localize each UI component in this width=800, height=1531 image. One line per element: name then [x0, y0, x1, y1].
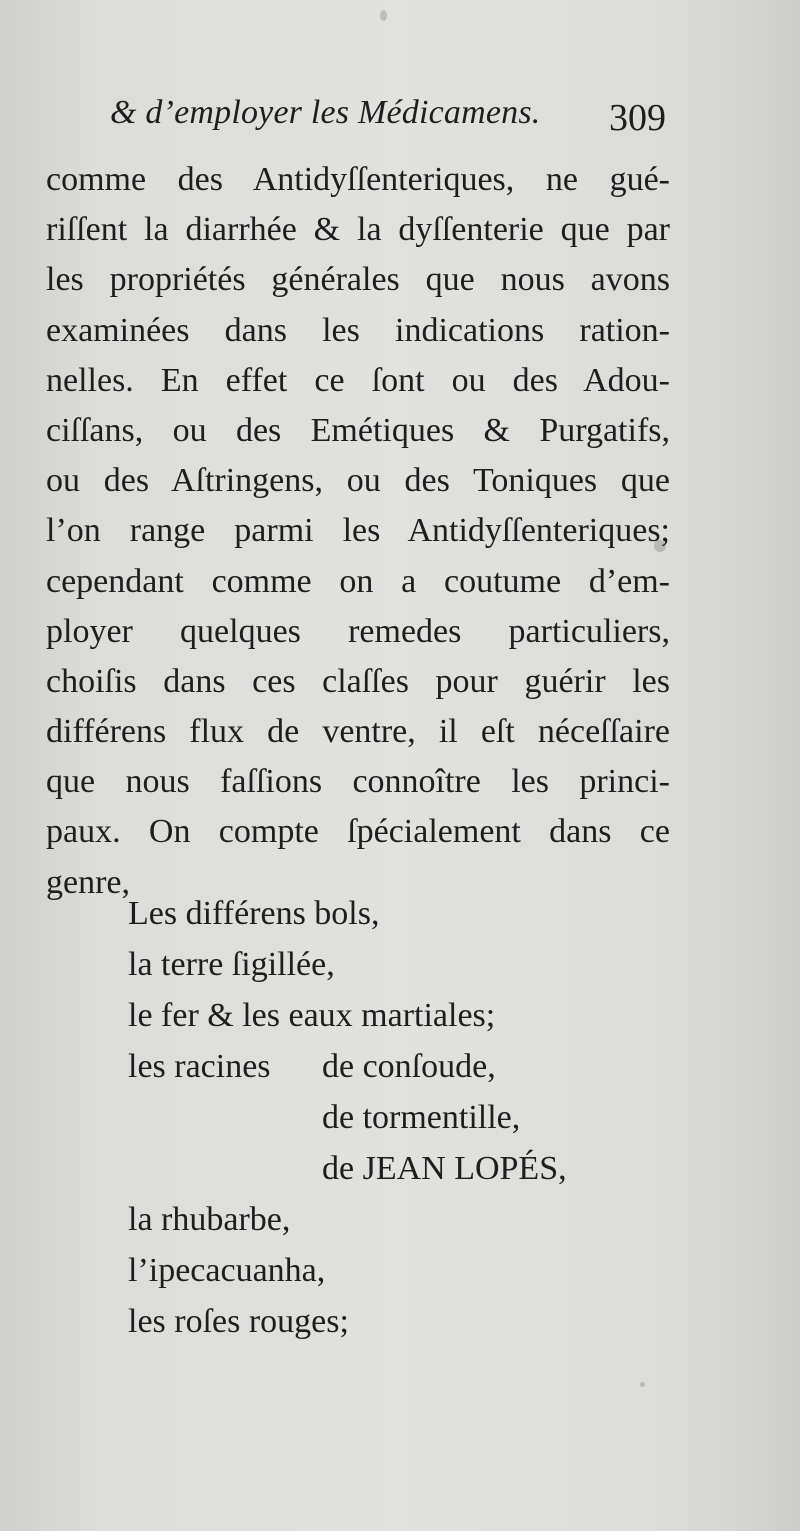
text-line: les propriétés générales que nous avons: [46, 261, 670, 299]
ink-spot: [640, 1382, 645, 1387]
racines-label: les racines: [128, 1048, 271, 1085]
text-line: genre,: [46, 863, 131, 901]
list-item-roses-rouges: les roſes rouges;: [128, 1303, 349, 1340]
text-line: paux. On compte ſpécialement dans ce: [46, 813, 670, 851]
list-item-fer: le fer & les eaux martiales;: [128, 997, 496, 1034]
text-line: ciſſans, ou des Emétiques & Purgatifs,: [46, 411, 670, 449]
list-item-bols: Les différens bols,: [128, 895, 380, 932]
list-item-ipecacuanha: l’ipecacuanha,: [128, 1252, 326, 1289]
text-line: ou des Aſtringens, ou des Toniques que: [46, 462, 670, 500]
racine-jean-lopes: de JEAN LOPÉS,: [322, 1150, 567, 1187]
text-line: que nous faſſions connoître les princi-: [46, 763, 670, 801]
text-line: examinées dans les indications ration-: [46, 311, 670, 349]
page-number: 309: [609, 97, 666, 139]
page-header: [110, 86, 666, 142]
ink-spot: [380, 10, 387, 21]
list-item-terre-sigillee: la terre ſigillée,: [128, 946, 335, 983]
text-line: nelles. En effet ce ſont ou des Adou-: [46, 361, 670, 399]
text-line: l’on range parmi les Antidyſſenteriques;: [46, 512, 670, 550]
text-line: différens flux de ventre, il eſt néceſſaire: [46, 713, 670, 751]
text-line: cependant comme on a coutume d’em-: [46, 562, 670, 600]
text-line: choiſis dans ces claſſes pour guérir les: [46, 662, 670, 700]
text-line: riſſent la diarrhée & la dyſſenterie que par: [46, 211, 670, 249]
text-line: comme des Antidyſſenteriques, ne gué-: [46, 161, 670, 198]
list-item-racines: [128, 1041, 628, 1092]
racine-tormentille: de tormentille,: [322, 1099, 521, 1136]
running-title: & d’employer les Médicamens.: [110, 94, 541, 131]
text-line: ployer quelques remedes particuliers,: [46, 612, 670, 650]
main-paragraph: [46, 155, 670, 908]
racine-consoude: de conſoude,: [322, 1048, 496, 1085]
list-item-rhubarbe: la rhubarbe,: [128, 1201, 291, 1238]
remedies-list: [128, 888, 628, 1347]
